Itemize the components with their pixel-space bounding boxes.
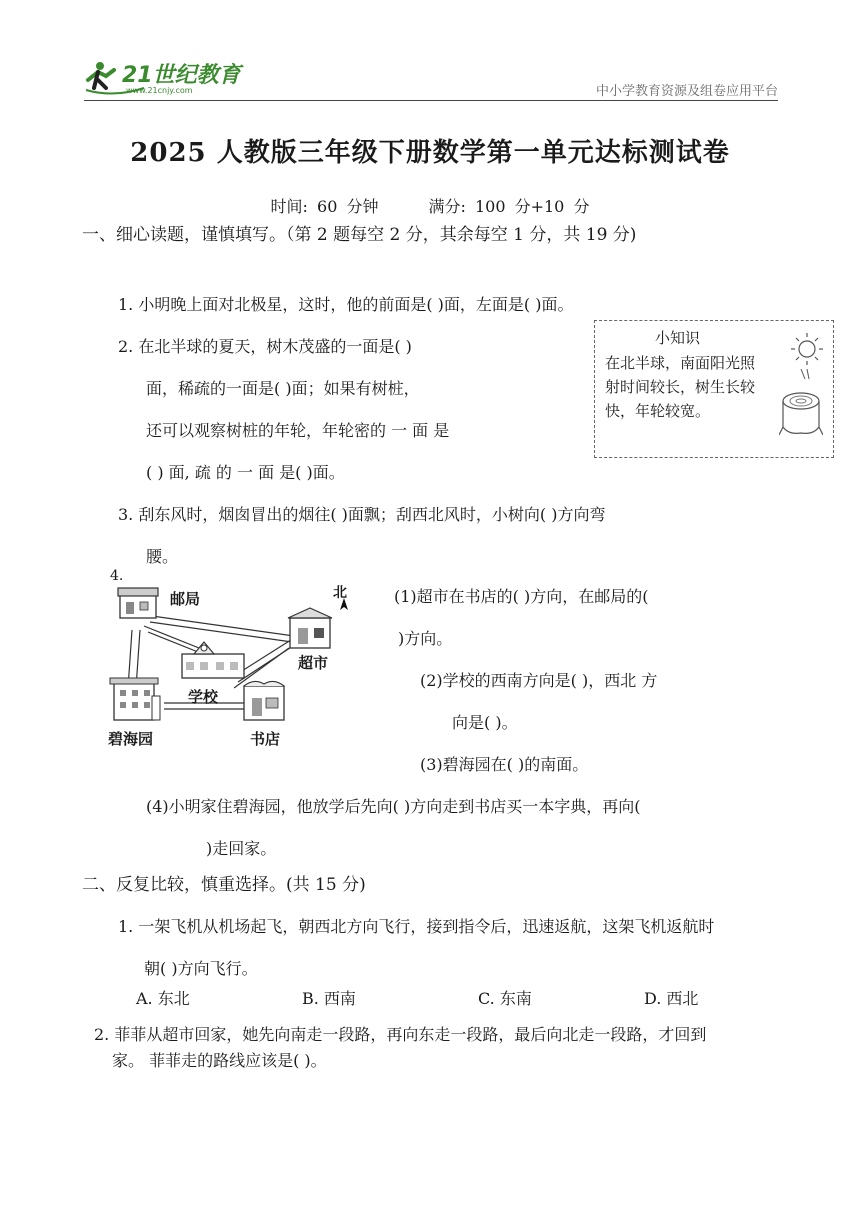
s1-q3-line1: 3. 刮东风时，烟囱冒出的烟往( )面飘；刮西北风时，小树向( )方向弯 (118, 505, 606, 524)
s1-q4-number: 4. (110, 568, 124, 584)
tree-stump-icon (779, 389, 823, 439)
s1-q4-part1a: (1)超市在书店的( )方向，在邮局的( (394, 587, 649, 606)
s1-q4-part4b: )走回家。 (206, 839, 277, 858)
section1-heading: 一、细心读题，谨慎填写。（第 2 题每空 2 分，其余每空 1 分，共 19 分) (82, 225, 637, 245)
platform-name: 中小学教育资源及组卷应用平台 (595, 84, 778, 99)
s1-q2-line3: 还可以观察树桩的年轮，年轮密的 一 面 是 (146, 421, 450, 440)
s1-q2-line1: 2. 在北半球的夏天，树木茂盛的一面是( ) (118, 337, 412, 356)
map-label-north: 北 (333, 585, 347, 601)
exam-time: 时间: 60 分钟 (270, 197, 379, 216)
s1-q4-part2a: (2)学校的西南方向是( )，西北 方 (420, 671, 658, 690)
post-office-icon (118, 588, 158, 618)
tip-box (594, 320, 834, 458)
sun-icon (787, 331, 827, 381)
exam-meta (0, 194, 860, 217)
s2-q1-options (136, 986, 698, 1009)
option-d: D. 西北 (644, 989, 699, 1008)
s1-q4-part1b: )方向。 (398, 629, 453, 648)
map-label-post: 邮局 (170, 590, 201, 608)
s1-q3-line2: 腰。 (146, 547, 179, 566)
exam-score: 满分: 100 分+10 分 (428, 197, 590, 216)
residential-icon (110, 678, 160, 720)
option-a: A. 东北 (136, 989, 190, 1008)
logo (84, 58, 244, 100)
option-c: C. 东南 (478, 989, 532, 1008)
supermarket-icon (288, 608, 332, 648)
section2-heading: 二、反复比较，慎重选择。(共 15 分) (82, 875, 366, 895)
s1-q2-line4: ( ) 面, 疏 的 一 面 是( )面。 (146, 463, 345, 482)
logo-text: 21世纪教育 (122, 63, 241, 88)
bookstore-icon (244, 681, 284, 720)
tip-title: 小知识 (655, 329, 701, 347)
map-label-school: 学校 (188, 688, 219, 706)
s2-q1-line1: 1. 一架飞机从机场起飞，朝西北方向飞行，接到指令后，迅速返航，这架飞机返航时 (118, 917, 715, 936)
s1-q2-line2: 面，稀疏的一面是( )面；如果有树桩， (146, 379, 420, 398)
map-label-book: 书店 (250, 730, 281, 748)
direction-map (104, 578, 364, 756)
header-rule (84, 100, 778, 101)
s2-q2-line1: 2. 菲菲从超市回家，她先向南走一段路，再向东走一段路，最后向北走一段路，才回到 (94, 1025, 707, 1044)
map-label-market: 超市 (298, 654, 329, 672)
map-label-park: 碧海园 (108, 730, 154, 748)
school-icon (182, 642, 244, 678)
s2-q1-line2: 朝( )方向飞行。 (144, 959, 258, 978)
logo-url: www.21cnjy.com (126, 86, 193, 95)
page-title: 2025 人教版三年级下册数学第一单元达标测试卷 (130, 138, 730, 168)
s1-q1: 1. 小明晚上面对北极星，这时，他的前面是( )面，左面是( )面。 (118, 295, 574, 314)
s1-q4-part3: (3)碧海园在( )的南面。 (420, 755, 589, 774)
option-b: B. 西南 (302, 989, 356, 1008)
s1-q4-part2b: 向是( )。 (452, 713, 518, 732)
tip-text: 在北半球，南面阳光照射时间较长，树生长较快，年轮较宽。 (605, 354, 756, 420)
s2-q2-line2: 家。 菲菲走的路线应该是( )。 (112, 1051, 327, 1070)
s1-q4-part4a: (4)小明家住碧海园，他放学后先向( )方向走到书店买一本字典，再向( (146, 797, 641, 816)
